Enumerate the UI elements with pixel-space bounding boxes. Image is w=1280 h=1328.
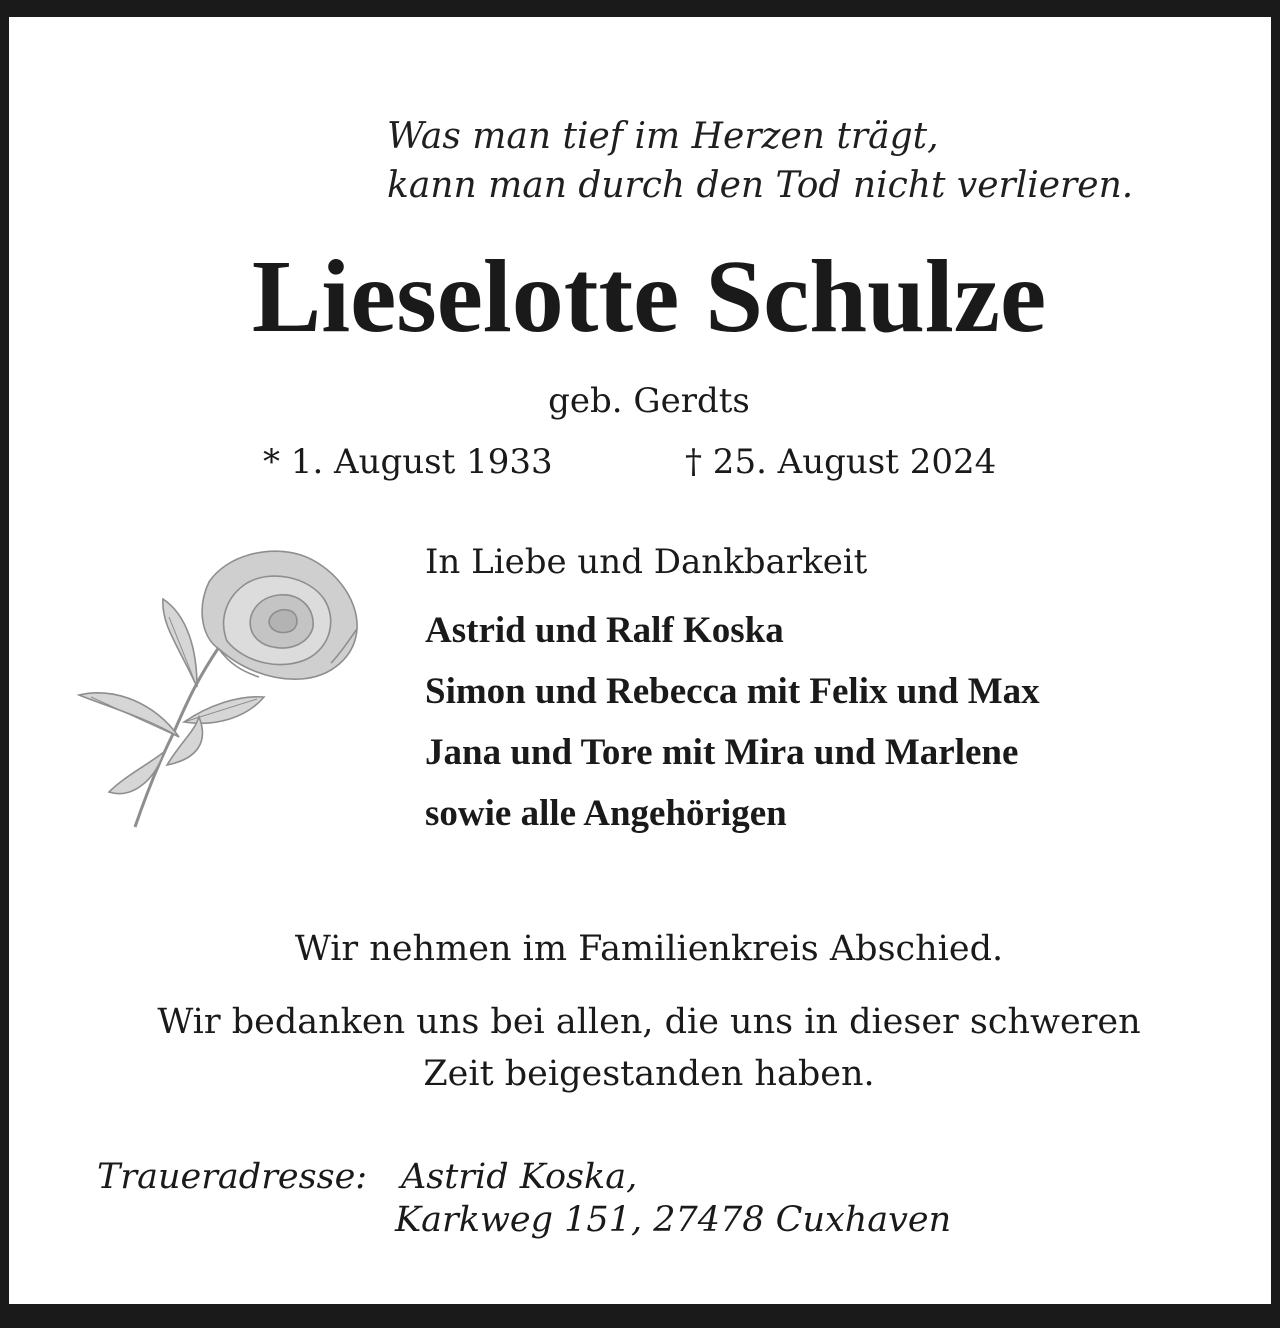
mourner-line: sowie alle Angehörigen — [425, 793, 787, 834]
deceased-name: Lieselotte Schulze — [251, 239, 1047, 354]
mourner-line: Simon und Rebecca mit Felix und Max — [425, 671, 1040, 712]
rose-petal — [269, 610, 297, 633]
maiden-name: geb. Gerdts — [548, 381, 750, 421]
mourner-line: Astrid und Ralf Koska — [425, 610, 784, 651]
rose-stem — [135, 647, 219, 827]
address-name: Astrid Koska, — [401, 1157, 638, 1197]
dedication-intro: In Liebe und Dankbarkeit — [425, 542, 868, 582]
address-label: Traueradresse: — [97, 1157, 368, 1197]
address-street: Karkweg 151, 27478 Cuxhaven — [395, 1200, 952, 1240]
death-date: † 25. August 2024 — [685, 442, 997, 482]
quote-line-2: kann man durch den Tod nicht verlieren. — [387, 165, 1134, 206]
farewell-note: Wir nehmen im Familienkreis Abschied. — [294, 929, 1004, 969]
birth-date: * 1. August 1933 — [263, 442, 553, 482]
rose-leaf — [167, 717, 202, 765]
thanks-line-1: Wir bedanken uns bei allen, die uns in dieser schweren — [157, 1002, 1141, 1042]
quote-line-1: Was man tief im Herzen trägt, — [387, 116, 939, 157]
rose-icon — [69, 537, 369, 837]
thanks-line-2: Zeit beigestanden haben. — [423, 1054, 875, 1094]
mourner-line: Jana und Tore mit Mira und Marlene — [425, 732, 1019, 773]
